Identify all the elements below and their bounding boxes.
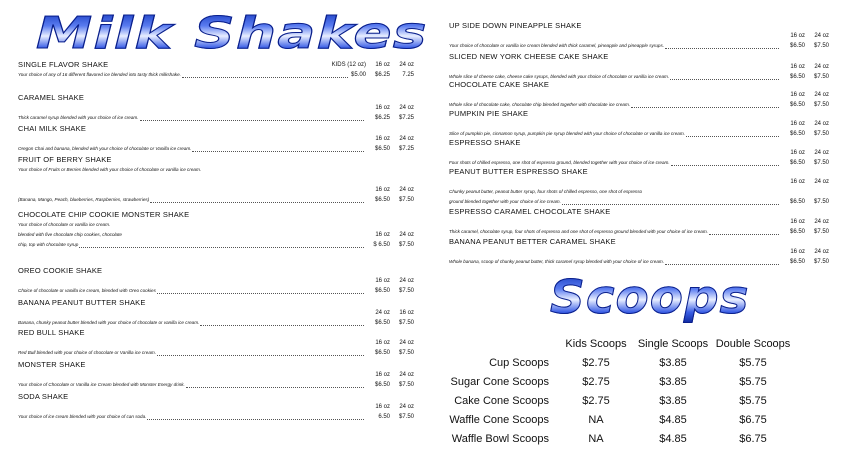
menu-item-size-label: 16 oz: [375, 372, 390, 378]
menu-item-description: Your choice of chocolate or vanilla ice cream blended with thick caramel, pineapple and pineapple syrups.: [449, 43, 665, 48]
scoops-header-row: [449, 334, 797, 353]
menu-item-desc-line: [18, 113, 414, 123]
scoops-row-label: Sugar Cone Scoops: [450, 375, 549, 388]
menu-item-desc-line: [449, 41, 829, 51]
menu-item-size-label: KIDS (12 oz): [331, 62, 366, 68]
menu-item-size-label: 24 oz: [399, 136, 414, 142]
scoops-header-cell: Double Scoops: [715, 337, 791, 350]
menu-item-description: Oregon Chai and banana, blended with your choice of chocolate or Vanilla ice cream.: [18, 146, 192, 151]
scoops-price-cell: $4.85: [659, 432, 687, 445]
menu-item-prices: [781, 259, 829, 265]
menu-item-price: $6.50: [374, 382, 390, 388]
menu-item-prices: [781, 160, 829, 166]
scoops-price-table: [449, 334, 797, 448]
menu-item-leader-dots: [157, 293, 364, 294]
menu-item-description: chip, top with chocolate syrup: [18, 242, 79, 247]
milk-shakes-banner: Milk Shakes: [36, 8, 428, 59]
menu-item-sizes: [366, 310, 414, 316]
menu-item-price: 7.25: [402, 72, 414, 78]
menu-item-size-label: 16 oz: [375, 187, 390, 193]
menu-item-price: $6.50: [789, 102, 805, 108]
menu-item-desc-line: [18, 286, 414, 296]
menu-item-size-label: 16 oz: [375, 136, 390, 142]
menu-item-price: $7.50: [398, 197, 414, 203]
menu-item-prices: [781, 102, 829, 108]
scoops-price-cell: $2.75: [582, 356, 610, 369]
menu-item-description: Banana, chunky peanut butter blended with your choice of chocolate or vanilla ice cream.: [18, 320, 200, 325]
scoops-price-cell: $3.85: [659, 356, 687, 369]
menu-item-name: SLICED NEW YORK CHEESE CAKE SHAKE: [449, 52, 609, 61]
scoops-row: [449, 410, 797, 429]
menu-item-price: $6.50: [789, 259, 805, 265]
menu-item-description: Your choice of ice cream blended with your choice of can soda.: [18, 414, 147, 419]
menu-item-size-label: 16 oz: [790, 33, 805, 39]
menu-item-price: $6.50: [374, 146, 390, 152]
menu-item-sizes: [781, 219, 829, 225]
menu-item-size-label: 24 oz: [814, 179, 829, 185]
menu-item-desc-line: [18, 240, 414, 250]
menu-item-price: $5.00: [350, 72, 366, 78]
menu-item-sizes: [366, 278, 414, 284]
menu-item-desc-line: [18, 220, 414, 230]
scoops-price-cell: NA: [588, 413, 604, 426]
menu-item-size-label: 24 oz: [399, 62, 414, 68]
menu-item: [449, 167, 829, 207]
scoops-row-label: Waffle Cone Scoops: [449, 413, 549, 426]
menu-item-leader-dots: [665, 48, 779, 49]
menu-item-name: CHAI MILK SHAKE: [18, 124, 87, 133]
menu-item-size-label: 24 oz: [814, 150, 829, 156]
menu-item-name: FRUIT OF BERRY SHAKE: [18, 155, 112, 164]
menu-item-name: CARAMEL SHAKE: [18, 93, 85, 102]
scoops-header-cell: Single Scoops: [637, 337, 709, 350]
menu-item-prices: [366, 288, 414, 294]
menu-item-size-label: 16 oz: [375, 62, 390, 68]
menu-item-desc-line: [18, 165, 414, 175]
menu-item-description: ground blended together with your choice of ice cream.: [449, 199, 561, 204]
menu-item-leader-dots: [709, 234, 779, 235]
menu-item-price: $6.50: [789, 74, 805, 80]
menu-item-price: $7.50: [813, 259, 829, 265]
menu-item-description: Your choice of any of 16 different flavored ice blended into tasty thick milkshake.: [18, 72, 181, 77]
menu-item-size-label: 24 oz: [814, 249, 829, 255]
menu-item-price: $6.50: [789, 160, 805, 166]
scoops-price-cell: $5.75: [739, 356, 767, 369]
menu-item-sizes: [781, 121, 829, 127]
menu-item-size-label: 24 oz: [814, 121, 829, 127]
menu-item-price: $7.50: [813, 160, 829, 166]
menu-item: [18, 328, 414, 358]
menu-item-sizes: [781, 33, 829, 39]
menu-item-size-label: 24 oz: [399, 232, 414, 238]
scoops-price-cell: $5.75: [739, 394, 767, 407]
menu-item-size-label: 16 oz: [790, 150, 805, 156]
menu-item-price: $6.50: [789, 199, 805, 205]
menu-item-price: $7.50: [813, 131, 829, 137]
menu-item-price: $6.50: [789, 229, 805, 235]
scoops-row: [449, 372, 797, 391]
menu-item-sizes: [366, 136, 414, 142]
menu-item-name: UP SIDE DOWN PINEAPPLE SHAKE: [449, 21, 582, 30]
menu-item-price: $6.50: [374, 320, 390, 326]
scoops-row-label: Waffle Bowl Scoops: [451, 432, 549, 445]
menu-item-price: $6.25: [374, 115, 390, 121]
menu-item-leader-dots: [150, 202, 364, 203]
menu-item-price: $7.25: [398, 146, 414, 152]
menu-item: [18, 298, 414, 328]
menu-item-name: OREO COOKIE SHAKE: [18, 266, 103, 275]
menu-item-size-label: 24 oz: [399, 340, 414, 346]
menu-item-price: $7.50: [398, 320, 414, 326]
menu-item-prices: [781, 229, 829, 235]
menu-item-size-label: 16 oz: [375, 105, 390, 111]
menu-item-desc-line: [449, 187, 829, 197]
menu-item-leader-dots: [686, 136, 779, 137]
menu-item-leader-dots: [140, 120, 364, 121]
menu-item-leader-dots: [671, 165, 779, 166]
scoops-row-label: Cup Scoops: [489, 356, 549, 369]
menu-item-desc-line: [18, 318, 414, 328]
menu-item-leader-dots: [157, 355, 364, 356]
scoops-header-cell: [449, 334, 555, 353]
menu-item-prices: [366, 350, 414, 356]
menu-item-size-label: 24 oz: [814, 92, 829, 98]
scoops-banner: Scoops: [550, 270, 750, 324]
menu-item-price: $6.50: [374, 197, 390, 203]
menu-item-leader-dots: [200, 325, 364, 326]
menu-item-prices: [366, 115, 414, 121]
menu-item: [18, 155, 414, 205]
menu-item-description: Thick caramel syrup blended with your choice of ice cream.: [18, 115, 139, 120]
menu-item-price: $7.25: [398, 115, 414, 121]
menu-item-size-label: 24 oz: [399, 372, 414, 378]
menu-item: [449, 138, 829, 168]
scoops-price-cell: $2.75: [582, 375, 610, 388]
menu-item-size-label: 24 oz: [814, 33, 829, 39]
menu-item-prices: [366, 320, 414, 326]
menu-item-price: $6.50: [374, 288, 390, 294]
menu-item-size-label: 16 oz: [375, 278, 390, 284]
menu-item-prices: [781, 199, 829, 205]
menu-item: [449, 80, 829, 110]
menu-item-leader-dots: [631, 107, 779, 108]
menu-item-size-label: 16 oz: [375, 340, 390, 346]
menu-item: [18, 210, 414, 250]
menu-item-leader-dots: [79, 247, 364, 248]
menu-item-price: $7.50: [398, 350, 414, 356]
menu-item-size-label: 24 oz: [399, 187, 414, 193]
menu-item-price: $6.25: [374, 72, 390, 78]
menu-item-name: BANANA PEANUT BETTER CARAMEL SHAKE: [449, 237, 616, 246]
menu-item-description: Your choice of Fruits or Berries blended with your choice of chocolate or vanilla ice cream.: [18, 167, 202, 172]
menu-item-size-label: 16 oz: [790, 92, 805, 98]
menu-item-size-label: 16 oz: [790, 121, 805, 127]
menu-item-name: ESPRESSO SHAKE: [449, 138, 521, 147]
menu-item-desc-line: [18, 195, 414, 205]
menu-item-size-label: 16 oz: [375, 404, 390, 410]
menu-item-description: Your choice of Chocolate or Vanilla ice Cream blended with Monster Energy drink.: [18, 382, 185, 387]
scoops-row: [449, 429, 797, 448]
menu-item-size-label: 24 oz: [399, 105, 414, 111]
menu-item-desc-line: [18, 348, 414, 358]
menu-item-name: CHOCOLATE CHIP COOKIE MONSTER SHAKE: [18, 210, 190, 219]
menu-item-prices: [366, 414, 414, 420]
menu-item-size-label: 24 oz: [399, 278, 414, 284]
menu-item-size-label: 24 oz: [814, 219, 829, 225]
menu-item-sizes: [366, 187, 414, 193]
menu-item-name: PUMPKIN PIE SHAKE: [449, 109, 529, 118]
menu-item-prices: [366, 146, 414, 152]
menu-item-size-label: 24 oz: [814, 64, 829, 70]
menu-item-desc-line: [449, 257, 829, 267]
menu-item-desc-line: [18, 230, 414, 240]
menu-item-size-label: 16 oz: [375, 232, 390, 238]
menu-item-name: BANANA PEANUT BUTTER SHAKE: [18, 298, 146, 307]
menu-item-leader-dots: [562, 204, 779, 205]
menu-item-desc-line: [18, 380, 414, 390]
menu-item-description: Choice of chocolate or vanilla ice cream, blended with Oreo cookies: [18, 288, 156, 293]
menu-item: [449, 237, 829, 267]
menu-item-size-label: 24 oz: [399, 404, 414, 410]
menu-item-leader-dots: [147, 419, 364, 420]
menu-item-description: Red Bull blended with your choice of chocolate or Vanilla ice cream.: [18, 350, 156, 355]
scoops-price-cell: $2.75: [582, 394, 610, 407]
menu-item-description: Whole banana, scoop of chunky peanut butter, thick caramel syrup blended with your choice of ice cream.: [449, 259, 665, 264]
scoops-price-cell: $4.85: [659, 413, 687, 426]
menu-item-sizes: [781, 64, 829, 70]
menu-item-description: Your choice of chocolate or vanilla ice cream.: [18, 222, 111, 227]
scoops-price-cell: NA: [588, 432, 604, 445]
scoops-header-cell: Kids Scoops: [565, 337, 627, 350]
menu-item-leader-dots: [182, 77, 348, 78]
menu-item: [18, 124, 414, 154]
menu-item: [449, 52, 829, 82]
scoops-price-cell: $6.75: [739, 413, 767, 426]
menu-item-prices: [781, 43, 829, 49]
menu-item-sizes: [781, 249, 829, 255]
menu-item-price: $7.50: [398, 242, 414, 248]
menu-item-price: $7.50: [813, 229, 829, 235]
menu-item-sizes: [781, 92, 829, 98]
scoops-price-cell: $3.85: [659, 375, 687, 388]
menu-item-description: Whole slice of cheese cake, cheese cake syrups, blended with your choice of chocolate or vanilla ice cream.: [449, 74, 670, 79]
scoops-price-cell: $3.85: [659, 394, 687, 407]
menu-item-description: Chunky peanut butter, peanut butter syrup, four shots of chilled espresso, one shot of espresso: [449, 189, 643, 194]
menu-item-price: 6.50: [378, 414, 390, 420]
menu-item-desc-line: [18, 144, 414, 154]
menu-item-leader-dots: [186, 387, 364, 388]
menu-item: [449, 207, 829, 237]
menu-item-prices: [366, 242, 414, 248]
menu-item-description: blended with five chocolate chip cookies, chocolate: [18, 232, 122, 237]
menu-item-description: Slice of pumpkin pie, cinnamon syrup, pumpkin pie syrup blended with your choice of chocolate or vanilla ice cream.: [449, 131, 685, 136]
menu-item-desc-line: [18, 175, 414, 185]
menu-item-size-label: 16 oz: [790, 64, 805, 70]
scoops-row-label: Cake Cone Scoops: [454, 394, 549, 407]
menu-item-desc-line: [18, 412, 414, 422]
menu-item: [449, 109, 829, 139]
menu-item-name: RED BULL SHAKE: [18, 328, 85, 337]
menu-item-size-label: 16 oz: [790, 179, 805, 185]
menu-item-sizes: [366, 372, 414, 378]
menu-item-prices: [366, 382, 414, 388]
menu-item-price: $ 6.50: [373, 242, 390, 248]
menu-item-leader-dots: [665, 264, 779, 265]
menu-item-leader-dots: [192, 151, 364, 152]
menu-item: [18, 266, 414, 296]
menu-item-description: Four shots of chilled espresso, one shot of espresso ground, blended together with your choice of ice cream.: [449, 160, 670, 165]
menu-item: [449, 21, 829, 51]
menu-item-desc-line: [449, 227, 829, 237]
menu-item-sizes: [781, 179, 829, 185]
menu-item-name: SODA SHAKE: [18, 392, 69, 401]
menu-item-price: $6.50: [789, 43, 805, 49]
menu-item-description: Thick caramel, chocolate syrup, four shots of espresso and one shot of espresso ground blended with your choice of ice cream.: [449, 229, 708, 234]
menu-item-price: $7.50: [813, 74, 829, 80]
menu-item: [18, 93, 414, 123]
scoops-row: [449, 391, 797, 410]
menu-item-name: SINGLE FLAVOR SHAKE: [18, 60, 109, 69]
menu-item-prices: [366, 197, 414, 203]
menu-item-prices: [350, 72, 414, 78]
menu-item-name: MONSTER SHAKE: [18, 360, 86, 369]
menu-item-size-label: 16 oz: [399, 310, 414, 316]
menu-item-description: Whole slice of chocolate cake, chocolate chip blended together with chocolate ice cream.: [449, 102, 631, 107]
scoops-price-cell: $6.75: [739, 432, 767, 445]
menu-item-description: (Banana, Mango, Peach, blueberries, Raspberries, strawberries): [18, 197, 150, 202]
menu-item-price: $6.50: [374, 350, 390, 356]
menu-item-desc-line: [449, 197, 829, 207]
menu-item-price: $7.50: [398, 288, 414, 294]
menu-item-sizes: [366, 404, 414, 410]
menu-item-name: PEANUT BUTTER ESPRESSO SHAKE: [449, 167, 588, 176]
menu-item-prices: [781, 131, 829, 137]
menu-item-sizes: [781, 150, 829, 156]
menu-item-sizes: [366, 105, 414, 111]
menu-item-name: CHOCOLATE CAKE SHAKE: [449, 80, 550, 89]
menu-item: [18, 60, 414, 80]
menu-item-name: ESPRESSO CARAMEL CHOCOLATE SHAKE: [449, 207, 611, 216]
menu-item-size-label: 16 oz: [790, 219, 805, 225]
menu-item-price: $7.50: [398, 414, 414, 420]
menu-item: [18, 392, 414, 422]
menu-item-price: $7.50: [813, 199, 829, 205]
scoops-price-cell: $5.75: [739, 375, 767, 388]
menu-item-price: $7.50: [813, 43, 829, 49]
menu-item: [18, 360, 414, 390]
menu-item-price: $7.50: [813, 102, 829, 108]
menu-item-sizes: [366, 340, 414, 346]
menu-item-sizes: [324, 62, 414, 68]
menu-item-size-label: 24 oz: [375, 310, 390, 316]
menu-item-price: $6.50: [789, 131, 805, 137]
menu-item-price: $7.50: [398, 382, 414, 388]
menu-item-size-label: 16 oz: [790, 249, 805, 255]
scoops-row: [449, 353, 797, 372]
